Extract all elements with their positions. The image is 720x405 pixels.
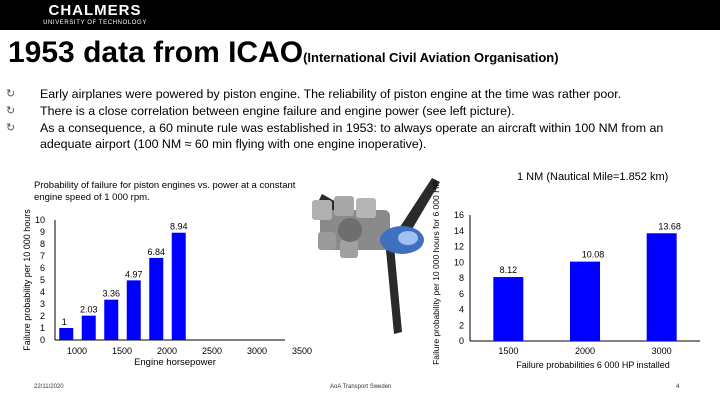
recycle-bullet-icon: ↻ — [6, 122, 16, 134]
recycle-bullet-icon: ↻ — [6, 88, 16, 100]
y-tick-label: 6 — [458, 288, 464, 299]
x-tick-label: 1500 — [111, 346, 133, 356]
y-tick-label: 14 — [453, 225, 464, 236]
y-tick-label: 12 — [453, 241, 464, 252]
bullet-text: As a consequence, a 60 minute rule was established in 1953: to always operate an aircraft within 100 NM from an adequate airport (100 NM ≈ 60 min flying with one engine inoperative). — [40, 121, 664, 151]
x-axis-label: Failure probabilities 6 000 HP installed — [516, 360, 670, 370]
bar — [127, 280, 141, 340]
y-tick-label: 10 — [34, 215, 45, 225]
bar-data-label: 2.03 — [79, 304, 98, 315]
bullet-text: There is a close correlation between engine failure and engine power (see left picture). — [40, 104, 515, 118]
left-bar-chart — [0, 209, 313, 370]
x-tick-label: 3000 — [651, 346, 672, 356]
logo-subtitle: UNIVERSITY OF TECHNOLOGY — [43, 20, 147, 26]
y-tick-label: 6 — [39, 263, 45, 273]
slide-title — [8, 36, 559, 70]
x-tick-label: 3000 — [246, 346, 268, 356]
logo-name: CHALMERS — [48, 2, 142, 19]
x-tick-label: 1000 — [66, 346, 88, 356]
bar — [493, 277, 523, 341]
x-tick-label: 2000 — [574, 346, 596, 356]
y-tick-label: 10 — [453, 257, 464, 268]
x-tick-label: 2500 — [201, 346, 223, 356]
bar — [82, 316, 96, 340]
bar-data-label: 13.68 — [658, 221, 681, 232]
bar-data-label: 8.12 — [499, 265, 518, 276]
bullet-text: Early airplanes were powered by piston engine. The reliability of piston engine at the time was rather poor. — [40, 87, 622, 101]
right-bar-chart — [425, 181, 720, 375]
bar — [570, 262, 600, 341]
x-axis-label: Engine horsepower — [134, 357, 216, 368]
title-main: 1953 data from ICAO — [8, 36, 304, 69]
bar-data-label: 10.08 — [581, 249, 605, 260]
y-tick-label: 4 — [39, 287, 45, 297]
y-axis-label: Failure probability per 10 000 hours for 6 000 HP — [431, 181, 441, 365]
y-tick-label: 0 — [458, 336, 464, 346]
bar-data-label: 8.94 — [169, 221, 188, 232]
x-tick-label: 2000 — [156, 346, 178, 356]
y-tick-label: 9 — [39, 227, 45, 237]
bullet-item — [6, 86, 711, 102]
y-tick-label: 1 — [39, 323, 45, 333]
bar-data-label: 1 — [61, 317, 67, 327]
bar — [647, 233, 677, 341]
bullet-list — [6, 86, 711, 153]
bar-data-label: 4.97 — [124, 269, 143, 280]
bullet-item — [6, 103, 711, 119]
y-tick-label: 8 — [458, 273, 464, 283]
y-axis-label: Failure probability per 10 000 hours — [22, 209, 32, 351]
header-bar — [0, 0, 720, 30]
bar — [59, 328, 73, 340]
y-tick-label: 2 — [39, 311, 45, 321]
bar — [172, 233, 186, 340]
nautical-mile-note: 1 NM (Nautical Mile=1.852 km) — [517, 171, 669, 183]
y-tick-label: 8 — [39, 239, 45, 249]
footer-date: 22/11/2020 — [34, 384, 64, 390]
footer-center: AoA Transport Sweden — [330, 384, 392, 390]
bullet-item — [6, 120, 711, 152]
x-tick-label: 1500 — [498, 346, 519, 356]
title-parenthetical: (International Civil Aviation Organisation) — [303, 50, 559, 65]
bar-data-label: 3.36 — [102, 288, 121, 299]
bar — [149, 258, 163, 340]
left-chart-title: Probability of failure for piston engines vs. power at a constant engine speed of 1 000 rpm. — [34, 180, 296, 203]
y-tick-label: 16 — [453, 210, 464, 220]
y-tick-label: 5 — [39, 275, 45, 285]
y-tick-label: 3 — [39, 299, 45, 309]
bar-data-label: 6.84 — [147, 246, 166, 257]
y-tick-label: 2 — [458, 320, 464, 331]
y-tick-label: 4 — [458, 304, 464, 315]
recycle-bullet-icon: ↻ — [6, 105, 16, 117]
footer-page-number: 4 — [676, 384, 680, 390]
x-tick-label: 3500 — [291, 346, 313, 356]
y-tick-label: 0 — [39, 335, 45, 345]
bar — [104, 300, 118, 340]
chalmers-logo — [0, 3, 190, 27]
y-tick-label: 7 — [39, 251, 45, 261]
